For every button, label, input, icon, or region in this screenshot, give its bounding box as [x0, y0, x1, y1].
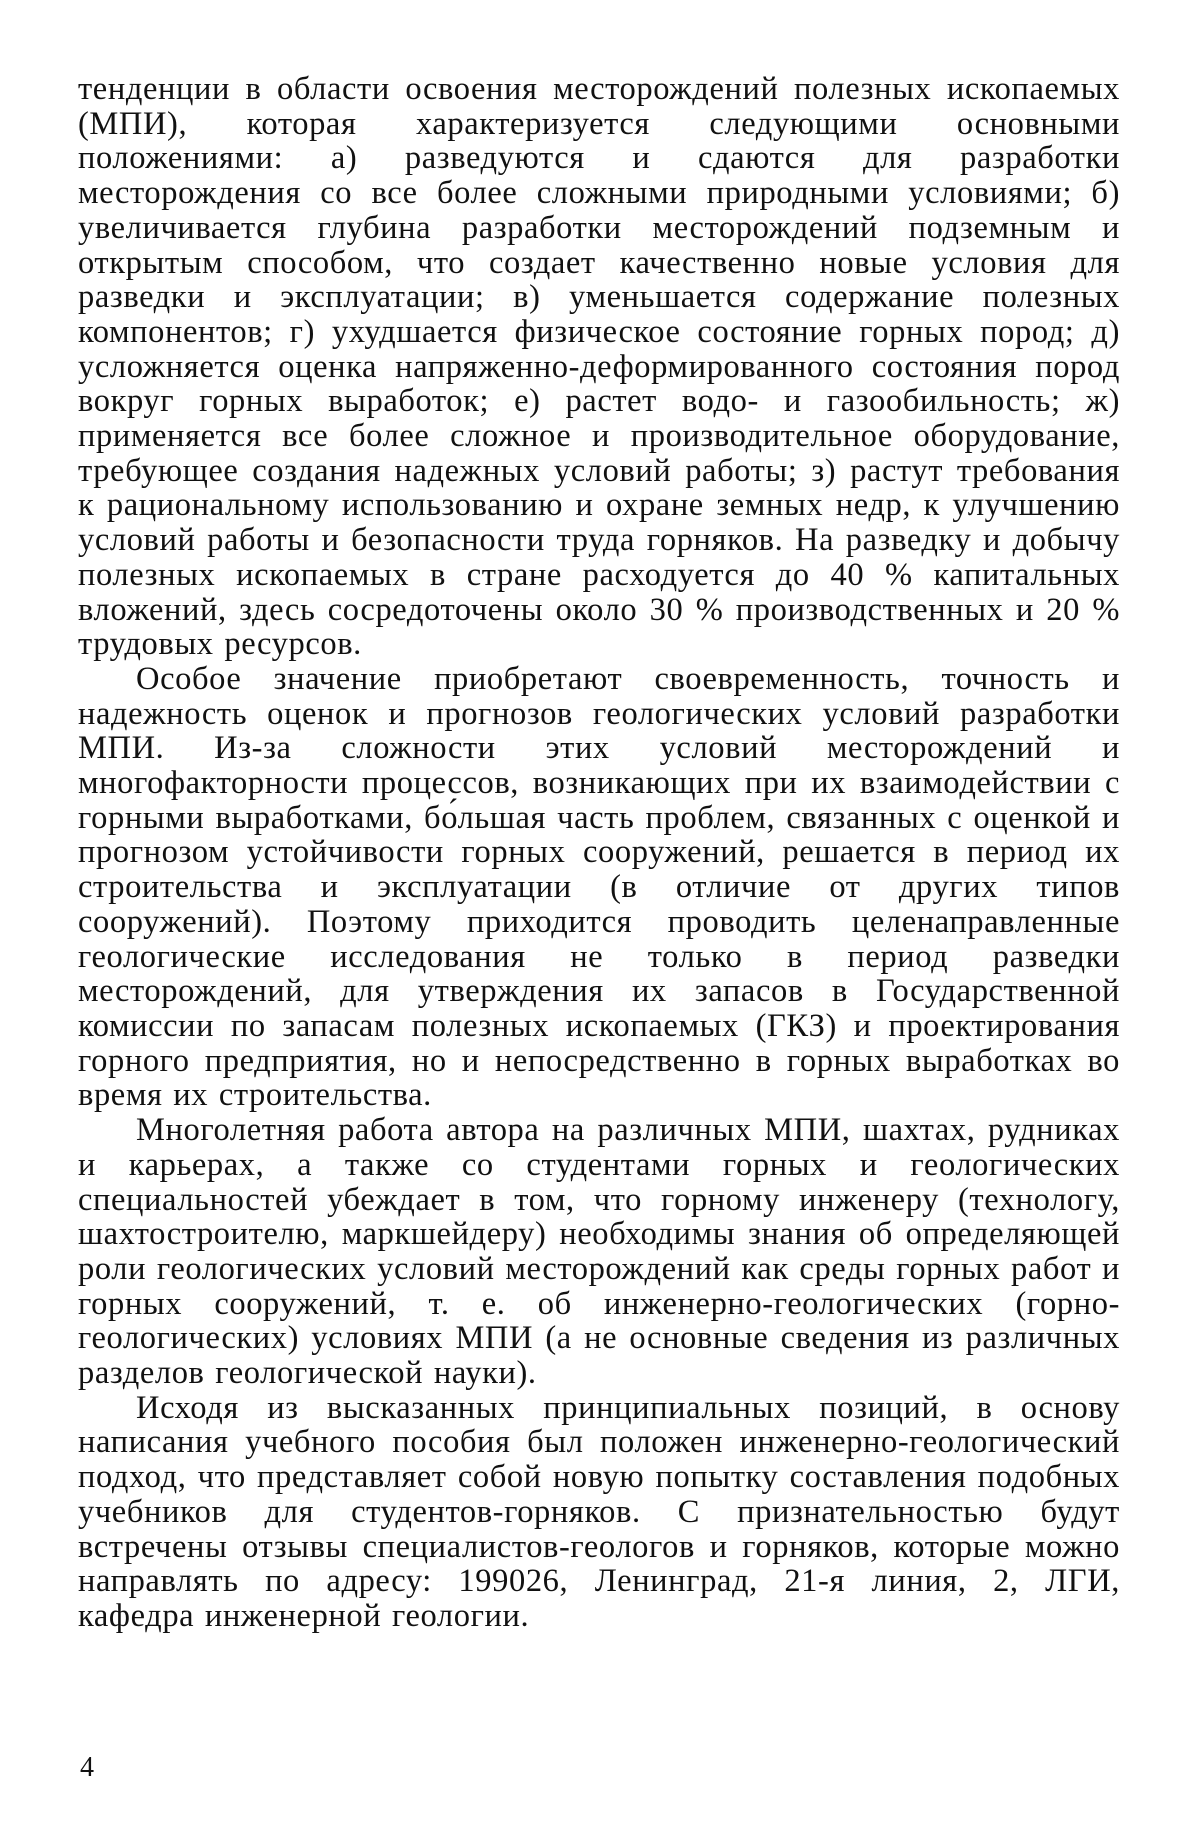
page-number: 4 — [80, 1752, 94, 1783]
page-body — [78, 72, 1120, 1634]
paragraph-continuation: тенденции в области освоения месторождений полезных ископаемых (МПИ), которая характеризуется следующими основными положениями: а) разведуются и сдаются для разработки месторождения со все более сложными природными условиями; б) увеличивается глубина разработки месторождений подземным и открытым способом, что создает качественно новые условия для разведки и эксплуатации; в) уменьшается содержание полезных компонентов; г) ухудшается физическое состояние горных пород; д) усложняется оценка напряженно-деформированного состояния пород вокруг горных выработок; е) растет водо- и газообильность; ж) применяется все более сложное и производительное оборудование, требующее создания надежных условий работы; з) растут требования к рациональному использованию и охране земных недр, к улучшению условий работы и безопасности труда горняков. На разведку и добычу полезных ископаемых в стране расходуется до 40 % капитальных вложений, здесь сосредоточены около 30 % производственных и 20 % трудовых ресурсов. — [78, 71, 1120, 663]
paragraph-approach-and-address: Исходя из высказанных принципиальных позиций, в основу написания учебного пособия был положен инженерно-геологический подход, что представляет собой новую попытку составления подобных учебников для студентов-горняков. С признательностью будут встречены отзывы специалистов-геологов и горняков, которые можно направлять по адресу: 199026, Ленинград, 21-я линия, 2, ЛГИ, кафедра инженерной геологии. — [78, 1389, 1120, 1634]
paragraph-author-experience: Многолетняя работа автора на различных МПИ, шахтах, рудниках и карьерах, а также со студентами горных и геологических специальностей убеждает в том, что горному инженеру (технологу, шахтостроителю, маркшейдеру) необходимы знания об определяющей роли геологических условий месторождений как среды горных работ и горных сооружений, т. е. об инженерно-геологических (горно-геологических) условиях МПИ (а не основные сведения из различных разделов геологической науки). — [78, 1112, 1120, 1392]
paragraph-importance-of-assessments: Особое значение приобретают своевременность, точность и надежность оценок и прогнозов геологических условий разработки МПИ. Из-за сложности этих условий месторождений и многофакторности процессов, возникающих при их взаимодействии с горными выработками, бо́льшая часть проблем, связанных с оценкой и прогнозом устойчивости горных сооружений, решается в период их строительства и эксплуатации (в отличие от других типов сооружений). Поэтому приходится проводить целенаправленные геологические исследования не только в период разведки месторождений, для утверждения их запасов в Государственной комиссии по запасам полезных ископаемых (ГКЗ) и проектирования горного предприятия, но и непосредственно в горных выработках во время их строительства. — [78, 660, 1120, 1114]
